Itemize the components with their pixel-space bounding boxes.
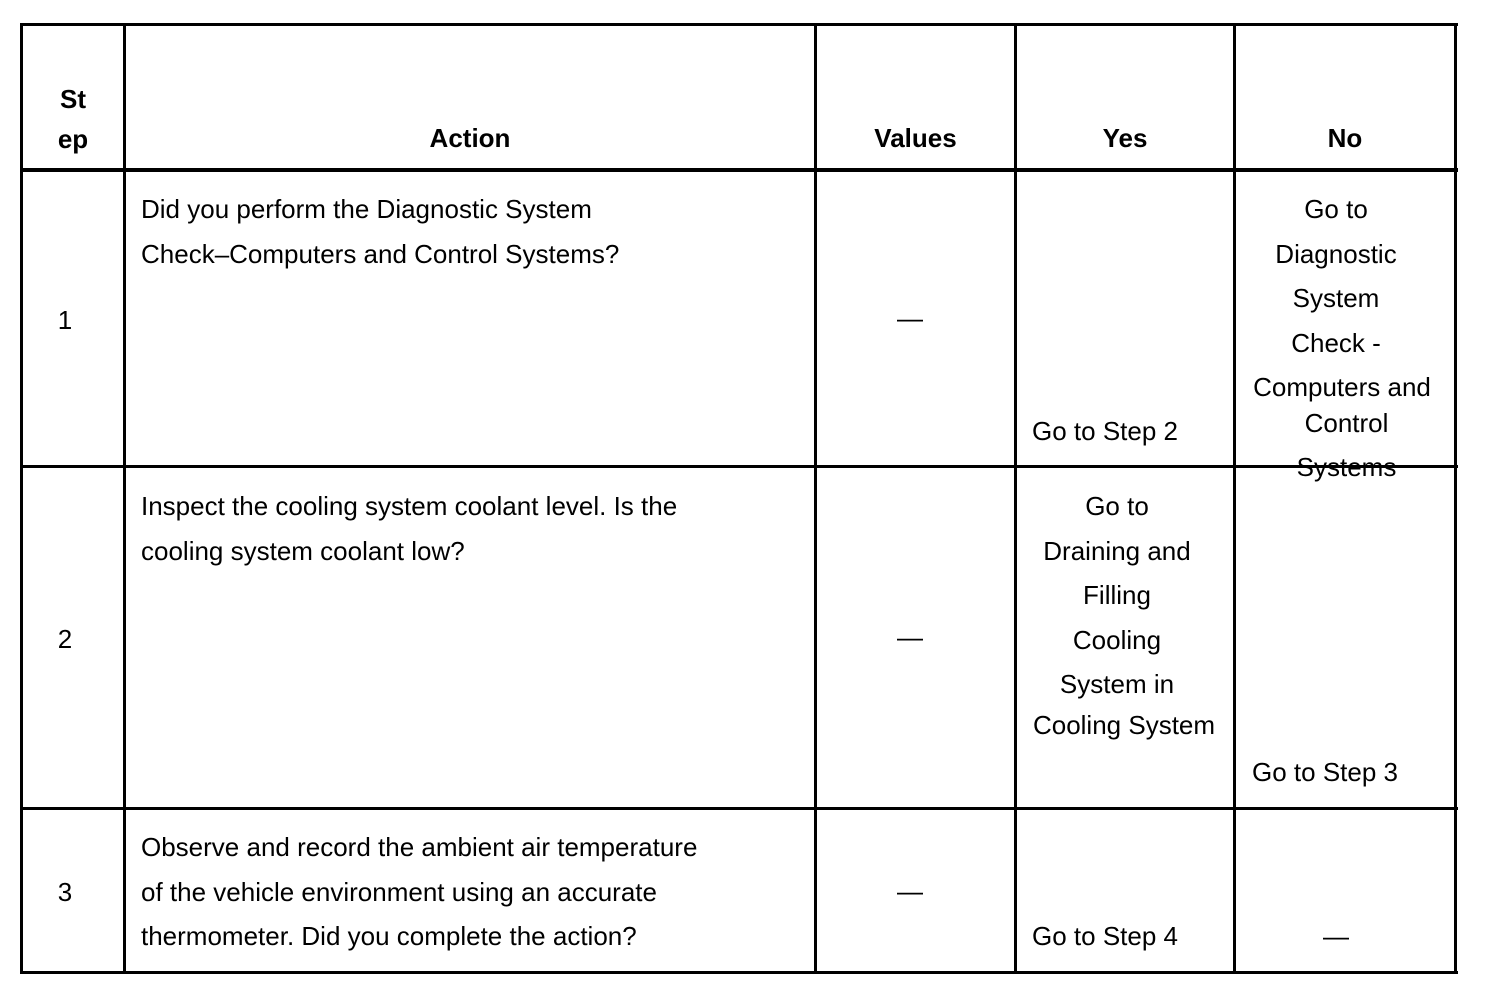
row1-values: — [897, 303, 923, 333]
row2-yes-line: System in [1059, 669, 1175, 699]
row1-no [1236, 187, 1436, 490]
row2-yes-line: Cooling System [1032, 709, 1216, 740]
row2-step: 2 [57, 624, 73, 654]
col-divider-step-action [123, 23, 126, 974]
row1-yes: Go to Step 2 [1032, 416, 1178, 446]
row1-no-line: Computers and [1253, 372, 1431, 402]
table-bottom-border [20, 971, 1458, 974]
row1-action-line: Check–Computers and Control Systems? [141, 238, 620, 269]
header-no: No [1327, 123, 1363, 153]
header-yes: Yes [1102, 123, 1148, 153]
header-step-line2: ep [57, 124, 89, 154]
row1-action [141, 187, 801, 276]
row3-step: 3 [57, 877, 73, 907]
row3-action-line: thermometer. Did you complete the action? [141, 921, 637, 951]
row3-yes: Go to Step 4 [1032, 921, 1178, 951]
col-divider-yes-no [1233, 23, 1236, 974]
row2-yes-line: Cooling [1072, 624, 1162, 655]
row2-yes-line: Filling [1083, 580, 1151, 610]
row2-action-line: cooling system coolant low? [141, 535, 465, 566]
row3-values: — [897, 876, 923, 906]
row1-no-line: Go to [1304, 194, 1368, 224]
row2-yes [1017, 484, 1217, 747]
row1-no-line: System [1292, 283, 1380, 313]
header-step [23, 79, 123, 159]
row2-bottom-border [20, 807, 1458, 810]
row1-no-line: Control Systems [1296, 407, 1397, 482]
row1-action-line: Did you perform the Diagnostic System [141, 194, 592, 224]
header-step-line1: St [60, 84, 86, 114]
row2-action [141, 484, 801, 573]
row3-action-line: of the vehicle environment using an accurate [141, 876, 657, 907]
row1-no-line: Check - [1291, 327, 1381, 358]
header-values: Values [874, 123, 957, 153]
row1-no-line: Diagnostic [1275, 238, 1397, 269]
row2-no: Go to Step 3 [1252, 757, 1398, 787]
row1-step: 1 [57, 305, 73, 335]
col-divider-action-values [814, 23, 817, 974]
table-top-border [20, 23, 1458, 26]
header-action: Action [429, 123, 511, 153]
row3-action [141, 825, 801, 959]
row2-yes-line: Go to [1085, 491, 1149, 521]
table-right-border [1454, 23, 1457, 974]
row2-yes-line: Draining and [1043, 535, 1191, 566]
header-bottom-border [20, 168, 1458, 172]
row3-no: — [1323, 921, 1349, 951]
row2-values: — [897, 622, 923, 652]
table-left-border [20, 23, 23, 974]
row3-action-line: Observe and record the ambient air temperature [141, 832, 698, 862]
row2-action-line: Inspect the cooling system coolant level. Is the [141, 491, 678, 521]
